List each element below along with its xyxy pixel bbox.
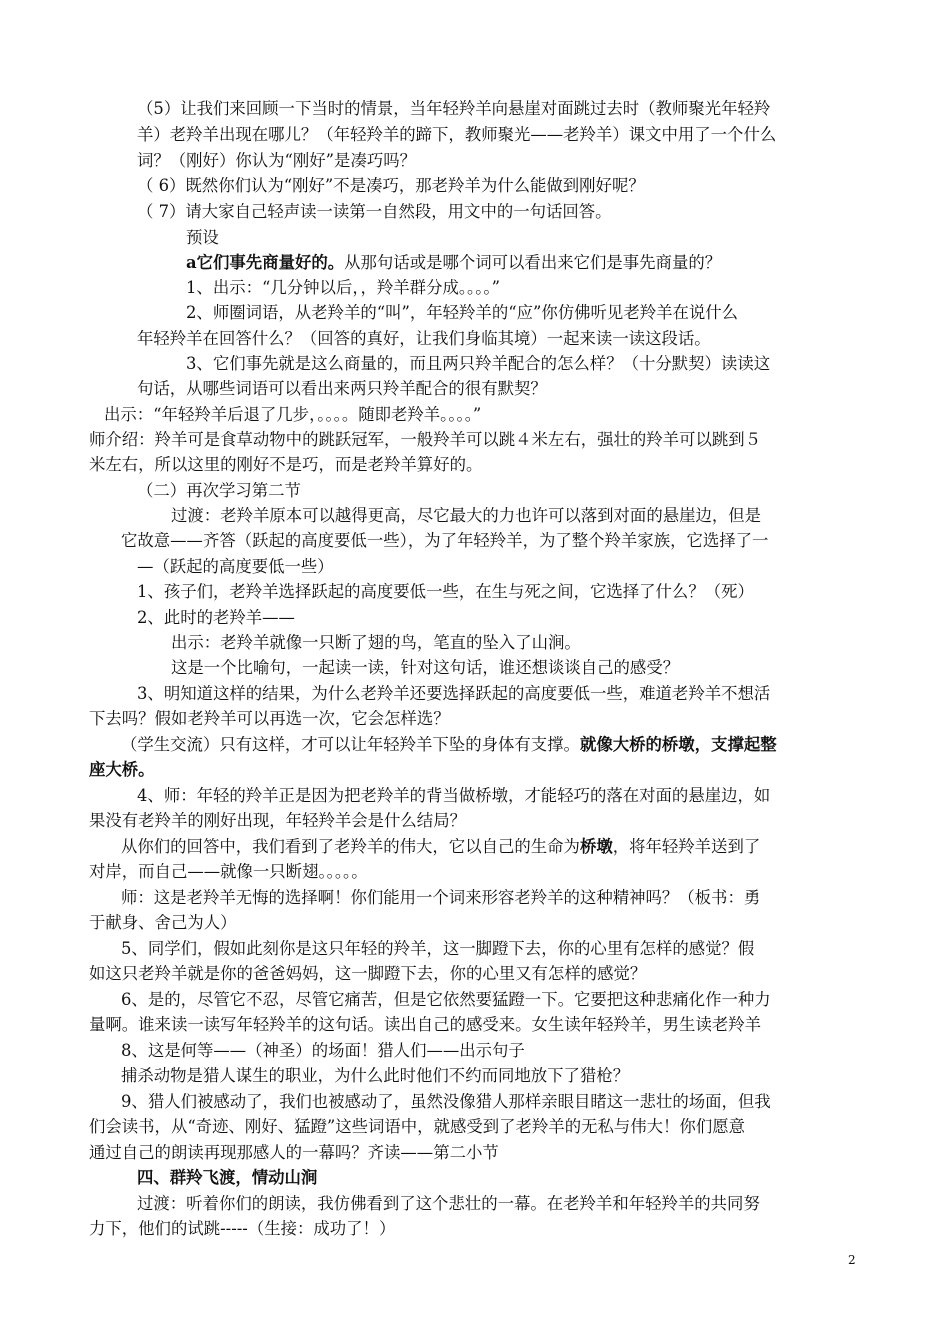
text-line: 们会读书，从“奇迹、刚好、猛蹬”这些词语中，就感受到了老羚羊的无私与伟大！你们愿意 [89,1117,745,1136]
text-line: （ 6）既然你们认为“刚好”不是凑巧，那老羚羊为什么能做到刚好呢？ [137,176,645,195]
text-line: 6、是的，尽管它不忍，尽管它痛苦，但是它依然要猛蹬一下。它要把这种悲痛化作一种力 [121,990,771,1009]
text-line: （ 7）请大家自己轻声读一读第一自然段，用文中的一句话回答。 [137,202,612,221]
text-line [186,252,721,274]
text-line: 5、同学们，假如此刻你是这只年轻的羚羊，这一脚蹬下去，你的心里有怎样的感觉？假 [121,939,755,958]
text-line: 对岸，而自己——就像一只断翅。。。。。 [89,862,368,881]
text-line: 力下，他们的试跳-----（生接：成功了！） [89,1219,396,1238]
text-line: 2、师圈词语，从老羚羊的“叫”，年轻羚羊的“应”你仿佛听见老羚羊在说什么 [186,303,739,322]
bold-phrase: 座大桥。 [89,760,155,779]
bold-phrase: 就像大桥的桥墩，支撑起整 [579,735,777,754]
text-span: 从你们的回答中，我们看到了老羚羊的伟大，它以自己的生命为 [121,837,580,856]
text-line: 3、明知道这样的结果，为什么老羚羊还要选择跃起的高度要低一些，难道老羚羊不想活 [137,684,771,703]
text-line: 3、它们事先就是这么商量的，而且两只羚羊配合的怎么样？（十分默契）读读这 [186,354,771,373]
section-heading: 四、群羚飞渡，情动山涧 [137,1168,318,1187]
text-line: 于献身、舍己为人） [89,913,237,932]
text-line: 过渡：听着你们的朗读，我仿佛看到了这个悲壮的一幕。在老羚羊和年轻羚羊的共同努 [137,1194,760,1213]
text-line: 4、师：年轻的羚羊正是因为把老羚羊的背当做桥墩，才能轻巧的落在对面的悬崖边，如 [137,786,771,805]
text-line: 出示：老羚羊就像一只断了翅的鸟，笔直的坠入了山涧。 [171,633,581,652]
text-span: ，将年轻羚羊送到了 [612,837,761,856]
text-line: 1、孩子们，老羚羊选择跃起的高度要低一些，在生与死之间，它选择了什么？（死） [137,582,754,601]
text-line: 捕杀动物是猎人谋生的职业，为什么此时他们不约而同地放下了猎枪？ [121,1066,630,1085]
text-line: 果没有老羚羊的刚好出现，年轻羚羊会是什么结局？ [89,811,466,830]
text-line: 过渡：老羚羊原本可以越得更高，尽它最大的力也许可以落到对面的悬崖边，但是 [171,506,762,525]
text-line: 师：这是老羚羊无悔的选择啊！你们能用一个词来形容老羚羊的这种精神吗？（板书：勇 [121,888,761,907]
text-line: 它故意——齐答（跃起的高度要低一些），为了年轻羚羊，为了整个羚羊家族，它选择了一 [121,531,769,550]
text-line: 米左右，所以这里的刚好不是巧，而是老羚羊算好的。 [89,455,483,474]
text-line: 1、出示：“几分钟以后，，羚羊群分成。。。。” [186,278,500,297]
text-line: 预设 [186,228,219,247]
text-line [121,836,760,858]
text-line: 年轻羚羊在回答什么？（回答的真好，让我们身临其境）一起来读一读这段话。 [137,329,711,348]
text-line: 这是一个比喻句，一起读一读，针对这句话，谁还想谈谈自己的感受？ [171,658,680,677]
text-line: 如这只老羚羊就是你的爸爸妈妈，这一脚蹬下去，你的心里又有怎样的感觉？ [89,964,647,983]
text-line: 句话，从哪些词语可以看出来两只羚羊配合的很有默契？ [137,379,547,398]
text-span: 从那句话或是哪个词可以看出来它们是事先商量的？ [344,253,722,272]
text-span: （学生交流）只有这样，才可以让年轻羚羊下坠的身体有支撑。 [121,735,580,754]
text-line: 量啊。谁来读一读写年轻羚羊的这句话。读出自己的感受来。女生读年轻羚羊，男生读老羚羊 [89,1015,762,1034]
text-line: 羊）老羚羊出现在哪儿？（年轻羚羊的蹄下，教师聚光——老羚羊）课文中用了一个什么 [137,125,777,144]
page-number: 2 [848,1253,856,1267]
text-line [121,734,777,756]
text-line: 师介绍：羚羊可是食草动物中的跳跃冠军，一般羚羊可以跳４米左右，强壮的羚羊可以跳到５ [89,430,762,449]
text-line: 下去吗？假如老羚羊可以再选一次，它会怎样选？ [89,709,450,728]
text-line: 词？（刚好）你认为“刚好”是凑巧吗？ [137,151,417,170]
text-line: 8、这是何等——（神圣）的场面！猎人们——出示句子 [121,1041,525,1060]
bold-phrase: 桥墩 [579,837,613,856]
text-line: 出示：“年轻羚羊后退了几步，。。。。随即老羚羊。。。。” [104,405,482,424]
text-line: 2、此时的老羚羊—— [137,608,295,627]
text-line: 9、猎人们被感动了，我们也被感动了，虽然没像猎人那样亲眼目睹这一悲壮的场面，但我 [121,1092,771,1111]
bold-phrase: a它们事先商量好的。 [186,253,345,272]
text-line: 通过自己的朗读再现那感人的一幕吗？齐读——第二小节 [89,1143,499,1162]
section-heading: （二）再次学习第二节 [137,481,301,500]
text-line: —（跃起的高度要低一些） [137,557,334,576]
text-line: （5）让我们来回顾一下当时的情景，当年轻羚羊向悬崖对面跳过去时（教师聚光年轻羚 [137,99,771,118]
